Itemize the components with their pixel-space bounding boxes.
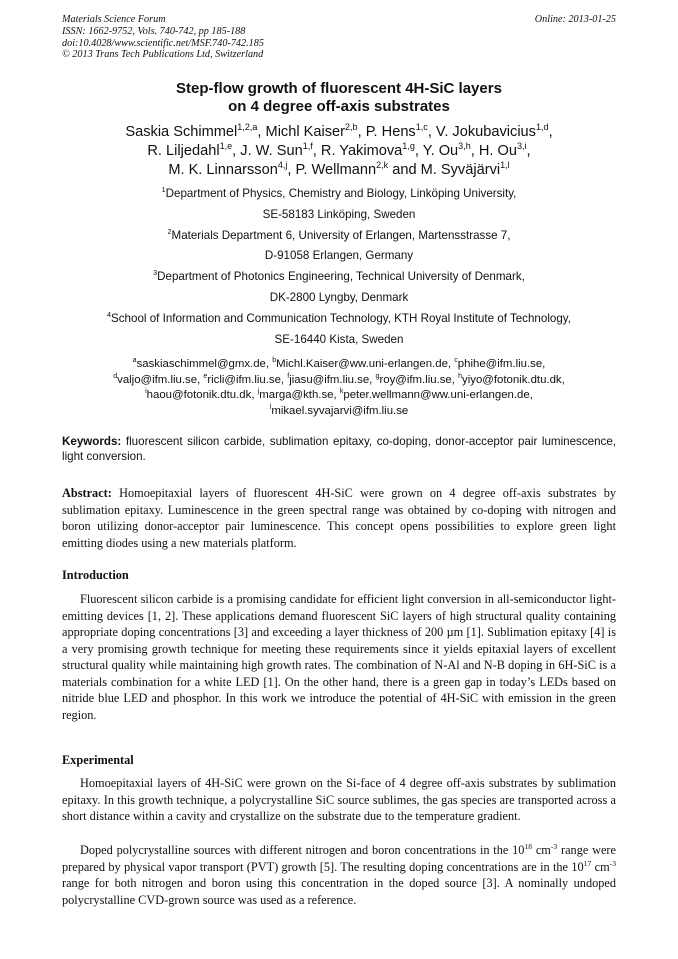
author-separator: , xyxy=(470,143,479,159)
author-name: Saskia Schimmel xyxy=(125,124,238,140)
text-run: Doped polycrystalline sources with different nitrogen and boron concentrations in the 10 xyxy=(80,843,525,857)
doi-line: doi:10.4028/www.scientific.net/MSF.740-742.185 xyxy=(62,37,264,49)
text-run: cm xyxy=(591,859,610,874)
email-line-1: $^a$saskiaschimmel@gmx.de, $^b$Michl.Kaiser@ww.uni-erlangen.de, $^c$phihe@ifm.liu.se, xyxy=(132,357,546,370)
affiliation-2 xyxy=(0,226,678,247)
author-separator: , xyxy=(357,124,366,140)
affiliation-3-address: DK-2800 Lyngby, Denmark xyxy=(269,290,409,304)
email-address[interactable]: marga@kth.se xyxy=(259,389,334,401)
experimental-heading: Experimental xyxy=(62,753,134,767)
author-name: Michl Kaiser xyxy=(265,124,346,140)
email-mark: b xyxy=(272,357,277,365)
email-address[interactable]: saskiaschimmel@gmx.de xyxy=(136,358,266,370)
exponent: 17 xyxy=(583,858,592,868)
abstract-text: Homoepitaxial layers of fluorescent 4H-SiC were grown on 4 degree off-axis substrates by sublimation epitaxy. Luminescence in the green spectral range was obtained by co-doping with nitrogen and boron utilizing donor-acceptor pair luminescence. This concept opens possibilities to explore green light emitting diodes using a new materials platform. xyxy=(62,486,617,550)
author-affil-mark: 1,g xyxy=(402,141,415,152)
email-line-2: $^d$valjo@ifm.liu.se, $^e$ricli@ifm.liu.se, $^f$jiasu@ifm.liu.se, $^g$roy@ifm.liu.se, $^h$yiyo@fotonik.dtu.dk, xyxy=(113,372,565,386)
author-separator: , xyxy=(427,124,436,140)
author-affil-mark: 2,b xyxy=(345,122,358,133)
author-name: P. Wellmann xyxy=(295,162,377,178)
author-list xyxy=(0,123,678,180)
email-mark: k xyxy=(339,388,344,396)
email-mark: d xyxy=(113,372,118,380)
author-separator: , xyxy=(548,124,553,140)
email-mark: a xyxy=(132,357,137,365)
author-affil-mark: 1,d xyxy=(535,122,549,133)
affiliation-number: 2 xyxy=(167,226,172,236)
author-affil-mark: 1,f xyxy=(302,141,313,152)
author-affil-mark: 1,2,a xyxy=(237,122,258,133)
author-name: R. Liljedahl xyxy=(147,143,220,159)
text-run: range were prepared by physical vapor transport (PVT) growth [5]. The resulting doping concentrations are in the 10 xyxy=(62,843,616,874)
email-address[interactable]: phihe@ifm.liu.se xyxy=(457,358,543,370)
author-affil-mark: 1,e xyxy=(219,141,233,152)
copyright-line: © 2013 Trans Tech Publications Ltd, Switzerland xyxy=(62,49,264,61)
affiliation-3 xyxy=(0,267,678,288)
journal-name: Materials Science Forum xyxy=(62,14,166,25)
author-name: P. Hens xyxy=(365,124,416,140)
author-name: Y. Ou xyxy=(422,143,459,159)
exponent: 18 xyxy=(524,841,533,851)
author-separator: , xyxy=(312,143,321,159)
email-mark: l xyxy=(269,403,272,411)
title-line-2: on 4 degree off-axis substrates xyxy=(228,98,450,115)
author-separator: , xyxy=(257,124,266,140)
abstract-block xyxy=(62,485,616,551)
email-address[interactable]: valjo@ifm.liu.se xyxy=(117,373,198,386)
email-mark: f xyxy=(287,372,290,380)
email-mark: j xyxy=(257,388,260,396)
affiliation-number: 1 xyxy=(161,185,166,195)
paper-title xyxy=(0,80,678,116)
author-separator: and xyxy=(388,162,421,178)
author-name: M. Syväjärvi xyxy=(420,162,501,178)
email-mark: h xyxy=(458,372,463,380)
email-address[interactable]: roy@ifm.liu.se xyxy=(379,373,452,386)
affiliation-2-address: D-91058 Erlangen, Germany xyxy=(264,249,414,263)
experimental-paragraph-2 xyxy=(62,842,616,908)
text-run: range for both nitrogen and boron using this concentration in the doped source [3]. A nominally undoped polycrystalline CVD-grown source was used as a reference. xyxy=(62,876,616,907)
author-separator: , xyxy=(232,143,241,159)
email-mark: g xyxy=(375,372,380,380)
affiliation-line: Department of Photonics Engineering, Technical University of Denmark, xyxy=(157,270,525,284)
affiliation-number: 3 xyxy=(153,268,158,278)
author-name: M. K. Linnarsson xyxy=(168,162,278,178)
author-line-1 xyxy=(0,123,678,142)
author-name: H. Ou xyxy=(478,143,517,159)
author-separator: , xyxy=(287,162,296,178)
keywords-block xyxy=(62,434,616,464)
affiliation-number: 4 xyxy=(107,309,112,319)
introduction-paragraph: Fluorescent silicon carbide is a promising candidate for efficient light conversion in all-semiconductor light-emitting devices [1, 2]. These applications demand fluorescent SiC layers of high structural quality containing appropriate doping concentrations [3] and exceeding a layer thickness of 200 µm [1]. Sublimation epitaxy [4] is a very promising growth technique for meeting these requirements since it yields epitaxial layers of excellent structural quality while maintaining high growth rates. The combination of N-Al and N-B doping in 6H-SiC is a materials combination for a white LED [1]. On the other hand, there is a green gap in today’s LEDs based on nitride blue LED and phosphor. In this work we introduce the potential of 4H-SiC with emission in the green region. xyxy=(62,592,616,722)
email-address[interactable]: haou@fotonik.dtu.dk xyxy=(146,389,252,401)
introduction-heading: Introduction xyxy=(62,568,129,582)
email-address[interactable]: yiyo@fotonik.dtu.dk xyxy=(462,373,562,386)
author-name: R. Yakimova xyxy=(320,143,403,159)
affiliation-line: Materials Department 6, University of Erlangen, Martensstrasse 7, xyxy=(171,228,511,242)
affiliation-4 xyxy=(0,309,678,330)
email-address[interactable]: mikael.syvajarvi@ifm.liu.se xyxy=(271,404,409,417)
author-line-2 xyxy=(0,142,678,161)
email-address[interactable]: jiasu@ifm.liu.se xyxy=(289,373,370,386)
email-list xyxy=(0,357,678,419)
affiliation-list xyxy=(0,184,678,350)
email-line-3: $^i$haou@fotonik.dtu.dk, $^j$marga@kth.se, $^k$peter.wellmann@ww.uni-erlangen.de, xyxy=(145,388,533,401)
author-separator: , xyxy=(414,143,423,159)
author-affil-mark: 1,l xyxy=(500,160,510,171)
email-mark: e xyxy=(203,372,208,380)
author-separator: , xyxy=(526,143,531,159)
author-affil-mark: 3,i xyxy=(516,141,527,152)
author-affil-mark: 1,c xyxy=(415,122,428,133)
author-affil-mark: 4,j xyxy=(277,160,288,171)
author-affil-mark: 3,h xyxy=(458,141,471,152)
email-mark: c xyxy=(454,357,458,365)
email-address[interactable]: peter.wellmann@ww.uni-erlangen.de xyxy=(343,389,530,401)
exponent: -3 xyxy=(550,841,558,851)
affiliation-1 xyxy=(0,184,678,205)
journal-header xyxy=(62,14,616,61)
experimental-paragraph-1: Homoepitaxial layers of 4H-SiC were grown on the Si-face of 4 degree off-axis substrates by sublimation epitaxy. In this growth technique, a polycrystalline SiC source sublimes, the gas species are transported across a short distance within a cavity and crystallize on the substrate due to the temperature gradient. xyxy=(62,776,616,823)
affiliation-4-address: SE-16440 Kista, Sweden xyxy=(274,332,404,346)
title-line-1: Step-flow growth of fluorescent 4H-SiC layers xyxy=(176,80,502,97)
email-line-4 xyxy=(0,404,678,420)
author-name: J. W. Sun xyxy=(240,143,303,159)
text-run: cm xyxy=(532,843,551,857)
keywords-label: Keywords: xyxy=(62,435,122,448)
online-date: Online: 2013-01-25 xyxy=(534,14,616,25)
exponent: -3 xyxy=(609,858,616,868)
keywords-text: fluorescent silicon carbide, sublimation epitaxy, co-doping, donor-acceptor pair luminescence, light conversion. xyxy=(62,435,616,464)
author-line-3 xyxy=(0,161,678,180)
abstract-label: Abstract: xyxy=(62,486,112,500)
issn-line: ISSN: 1662-9752, Vols. 740-742, pp 185-188 xyxy=(62,25,246,37)
affiliation-1-address: SE-58183 Linköping, Sweden xyxy=(262,207,416,221)
affiliation-line: School of Information and Communication Technology, KTH Royal Institute of Technology, xyxy=(111,311,571,325)
author-affil-mark: 2,k xyxy=(376,160,389,171)
email-mark: i xyxy=(145,388,147,396)
email-address[interactable]: Michl.Kaiser@ww.uni-erlangen.de xyxy=(276,358,448,370)
affiliation-line: Department of Physics, Chemistry and Biology, Linköping University, xyxy=(165,187,517,200)
author-name: V. Jokubavicius xyxy=(435,124,536,140)
email-address[interactable]: ricli@ifm.liu.se xyxy=(207,373,281,386)
